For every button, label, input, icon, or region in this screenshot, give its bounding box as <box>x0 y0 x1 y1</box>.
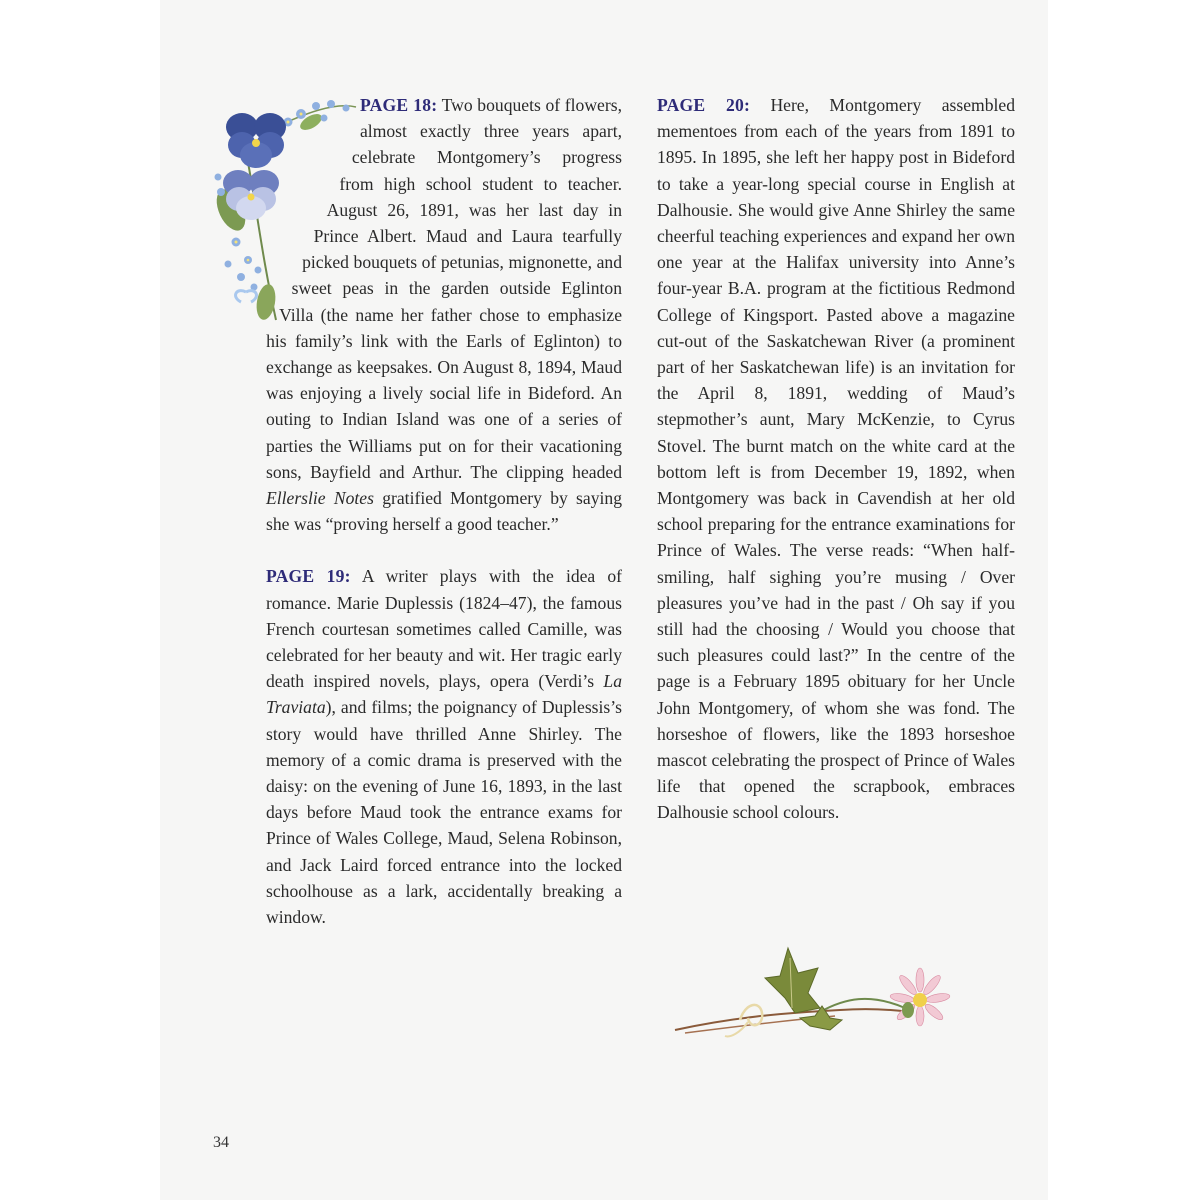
page-20-text: Here, Montgomery assembled mementoes from each of the years from 1891 to 1895. In 1895, she left her happy post in Bideford to take a year-long special course in English at Dalhousie. She would give Anne Shirley the same cheerful teaching experiences and expand her own one year at the Halifax university into Anne’s four-year B.A. program at the fictitious Redmond College of Kingsport. Pasted above a magazine cut-out of the Saskatchewan River (a prominent part of her Saskatchewan life) is an invitation for the April 8, 1891, wedding of Maud’s stepmother’s aunt, Mary McKenzie, to Cyrus Stovel. The burnt match on the white card at the bottom left is from December 19, 1892, when Montgomery was back in Cavendish at her old school preparing for the entrance examinations for Prince of Wales. The verse reads: “When half-smiling, half sighing you’re musing / Over pleasures you’ve had in the past / Oh say if you still had the choosing / Would you choose that such pleasures could last?” In the centre of the page is a February 1895 obituary for her Uncle John Montgomery, of whom she was fond. The horseshoe of flowers, like the 1893 horseshoe mascot celebrating the prospect of Prince of Wales life that opened the scrapbook, embraces Dalhousie school colours. <box>657 95 1015 823</box>
ivy-daisy-icon <box>670 938 960 1053</box>
entry-page-18 <box>266 92 622 537</box>
page-18-italic: Ellerslie Notes <box>266 488 374 509</box>
page-19-text-end: ), and films; the poignancy of Duplessis’s story would have thrilled Anne Shirley. The memory of a comic drama is preserved with the daisy: on the evening of June 16, 1893, in the last days before Maud took the entrance exams for Prince of Wales College, Maud, Selena Robinson, and Jack Laird forced entrance into the locked schoolhouse as a lark, accidentally breaking a window. <box>266 697 622 928</box>
page-19-italic: La Traviata <box>266 671 622 718</box>
page-number: 34 <box>213 1134 229 1151</box>
page-19-heading: PAGE 19: <box>266 566 351 587</box>
page-18-text-end: gratified Montgomery by saying she was “proving herself a good teacher.” <box>266 488 622 535</box>
entry-page-20 <box>657 92 1015 826</box>
right-column <box>657 92 1015 826</box>
page-19-text: A writer plays with the idea of romance. Marie Duplessis (1824–47), the famous French courtesan sometimes called Camille, was celebrated for her beauty and wit. Her tragic early death inspired novels, plays, opera (Verdi’s <box>266 566 622 692</box>
left-column <box>266 92 622 930</box>
book-page <box>160 0 1048 1200</box>
entry-page-19 <box>266 563 622 930</box>
page-18-text: Two bouquets of flowers, almost exactly three years apart, celebrate Montgomery’s progress from high school student to teacher. August 26, 1891, was her last day in Prince Albert. Maud and Laura tearfully picked bouquets of petunias, mignonette, and sweet peas in the garden outside Eglinton Villa (the name her father chose to emphasize his family’s link with the Earls of Eglinton) to exchange as keepsakes. On August 8, 1894, Maud was enjoying a lively social life in Bideford. An outing to Indian Island was one of a series of parties the Williams put on for their vacationing sons, Bayfield and Arthur. The clipping headed <box>266 95 622 482</box>
page-20-heading: PAGE 20: <box>657 95 751 115</box>
page-18-heading: PAGE 18: <box>360 95 438 115</box>
